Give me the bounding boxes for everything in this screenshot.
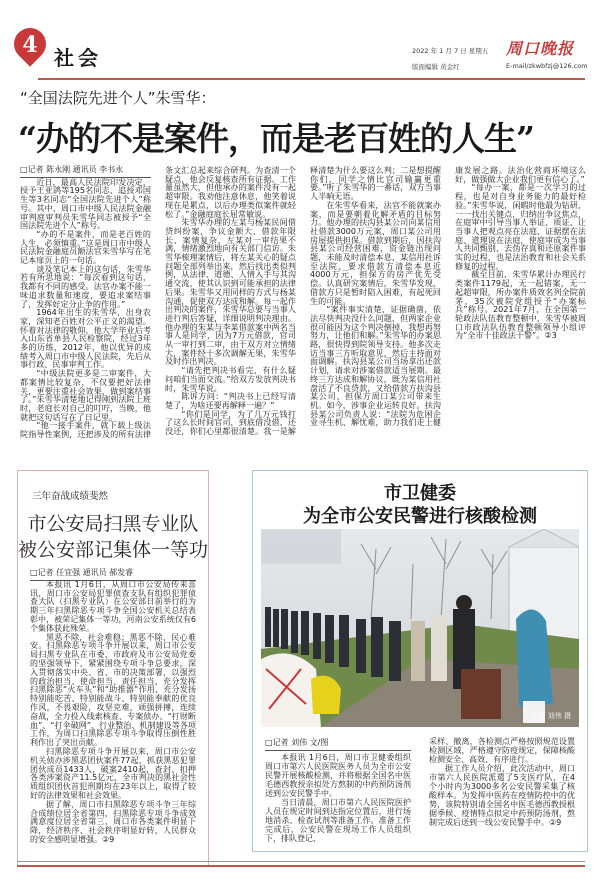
article-headline-line2: 被公安部记集体一等功 <box>18 539 209 561</box>
paragraph: 在朱雪华看来，法官不能就案办案，而是要朝着化解矛盾的目标努力。他办理的扶沟县某公司向某信用社借款3000万元案，周口某公司用房屋提供担保。借款到期后，因扶沟县某公司经营困难，资金链出现问题，未能及时清偿本息，某信用社诉至法院，要求借款方清偿本息近4000万元，担保方的房产优先受偿。认真研究案情后，朱雪华发现，借款方只是暂时陷入困难，有起死回生的可能。 <box>310 199 441 306</box>
page-editor: 版面编辑 黄金红 <box>412 63 460 71</box>
page-number: 4 <box>22 32 38 58</box>
photo-caption: 记者 刘伟 摄 <box>531 712 571 720</box>
paragraph: “案件事实清楚，证据确凿，依法尽快判决没什么问题，但两家企业很可能因为这个判决倒掉，我想再努努力，让他们和解。”朱雪华的办案思路，很快得到院领导支持。他多次走访当事三方听取意见，然后主持面对面调解。扶沟县某公司当场拿出还款计划，请求对涉案借款适当展期。最终三方达成和解协议，既为某信用社盘活了不良贷款，又给借款方扶沟县某公司、担保方周口某公司带来生机。如今，涉事企业运转良好。扶沟县某公司负责人说：“法院为危困企业寻生机、解忧难，助力我们走上健康发展之路。法治化营商环境这么好，做强做大企业我们更有信心了。” <box>310 165 586 428</box>
paragraph: 据工作人员介绍，此次活动中，周口市第六人民医院派遣了5支医疗队，在4个小时内为3000多名公安民警采集了核酸样本。为发挥中医药在疫情防控中的优势，该院特别请全国名中医毛德西教授根据季候、疫情特点拟定中药预防汤剂，熬制完成后送到一线公安民警手中。②9 <box>429 764 575 827</box>
paragraph: 朱雪华办理的左某与杨某民间借贷纠纷案，争议金额大、借款年限长、案情复杂，左某对一审结果不满，情绪激烈地向有关部门信访。朱雪华梳理案情后，将左某关心的疑点问题全部列举出来，然后找出类似判例，从法律、道德、人情入手与其沟通交流，使其认识到可能承担的法律后果。朱雪华又用同样的方式与杨某沟通，促使双方达成和解。每一起作出判决的案件，朱雪华总要与当事人进行判后答疑，详细说明判决理由。他办理的朱某与李某借款案中两名当事人是同学，因为7万元借款，官司从一审打到二审，由于双方对立情绪大，案件经十多次调解无果，朱雪华及时作出判决。 <box>165 217 296 367</box>
article-title-line1: 市卫健委 <box>384 483 456 504</box>
paragraph: “你们是同学，为了几万元钱打了这么长时间官司，到底借没借、还没还，你们心里都很清楚。我一是解释清楚为什么要这么判；二是想提醒你们，同学之情比官司输赢更重要。”听了朱雪华的一番话，双方当事人半晌无语。 <box>165 165 441 437</box>
paragraph: 陈诉方问：“判决书上已经写清楚了，为啥还要再解释一遍？” <box>165 391 296 410</box>
article-kicker: 三年奋战成绩斐然 <box>32 491 109 502</box>
paragraph: 截至目前，朱雪华累计办理民行类案件1179起，无一起错案，无一起超审限，所办案件质效名列全院前茅，35次被院党组授予“办案标兵”称号。2021年7月，在全国第一轮政法队伍教育整顿中，朱雪华被周口市政法队伍教育整顿领导小组评为“全市十佳政法干警”。②3 <box>455 269 586 341</box>
article-subtitle: “全国法院先进个人”朱雪华： <box>20 89 216 107</box>
paragraph: 1964年出生的朱雪华，出身农家，深知老百姓对公平正义的渴望。怀着对法律的敬仰，他大学毕业后考入山东省单县人民检察院，经过3年多的历练，2012年，他以优异的成绩考入周口市中级人民法院，先后从事行政、民事审判工作。 <box>20 307 151 370</box>
article-headline-line1: 市公安局扫黑专业队 <box>27 513 199 535</box>
section-title: 社会 <box>54 46 102 70</box>
paragraph: 据了解，周口市扫黑除恶专项斗争三年综合成绩位居全省第四，扫黑除恶专项斗争成效满意度位居全省第三，周口市各类案件明显下降，经济秩序、社会秩序明显好转，人民群众的安全感明显增强。②9 <box>30 799 196 844</box>
article-column-1 <box>265 753 411 843</box>
paragraph: 谈及笔记本上的这句话，朱雪华若有所思地说：“每次看到这句话，我都有不同的感受。法官办案不能一味追求数量和速度，要追求案结事了，发挥好定分止争的作用。” <box>20 263 151 309</box>
paragraph: “每办一案，都是一次学习的过程，也是对自身业务能力的最好检验。”朱雪华说，闲暇时他最为钻研，一一找出关键点，归纳出争议焦点，在庭审中引导当事人举证、质证，让当事人把观点亮在法庭、证据摆在法庭、道理说在法庭，使庭审成为当事人共同甄别、去伪存真和还原案件事实的过程，也是法治教育和社会关系修复的过程。 <box>455 182 586 271</box>
article-byline: □记者 刘伟 文/图 <box>265 737 411 751</box>
paragraph: 本报讯 1月6日，从周口市公安局传来喜讯，周口市公安局犯罪侦查支队有组织犯罪侦查大队（扫黑专业队）在公安部日前举行的为期三年扫黑除恶专项斗争全国公安机关总结表彰中，被荣记集体一等功，河南公安系统仅有6个集体获此殊荣。 <box>30 579 196 633</box>
article-title-line2: 为全市公安民警进行核酸检测 <box>303 506 537 527</box>
newspaper-logo: 周口晚报 <box>506 39 575 58</box>
paragraph: 黑恶不除，社会难稳；黑恶不除，民心难安。扫黑除恶专项斗争开展以来，周口市公安局扫黑专业队在市委、市政府及市公安局党委的坚强领导下，紧紧围绕专项斗争总要求，深入贯彻落实中央、省、市的决策部署，以强烈的政治担当、使命担当、责任担当，充分发挥扫黑除恶“火车头”和“助推器”作用，充分发扬特别能吃苦、特别能战斗、特别能奉献的优良作风，不畏艰险，攻坚克难，顽强拼搏，连续奋战，全力投入线索核查、专案侦办、“打财断血”、“打伞破网”、行业整治、机制建设等各项工作，为周口扫黑除恶专项斗争取得压倒性胜利作出了突出贡献。 <box>30 632 196 748</box>
byline-wrap <box>265 737 411 751</box>
article-headline: “办的不是案件，而是老百姓的人生” <box>18 119 534 158</box>
footer-divider <box>17 861 585 862</box>
article-body <box>30 569 196 845</box>
paragraph: “办的不是案件，而是老百姓的人生，必须慎重。”这是周口市中级人民法院金融庭员额法官朱雪华写在笔记本扉页上的一句话。 <box>20 228 151 266</box>
nucleic-test-article <box>252 470 588 852</box>
footer-divider-red <box>17 865 585 867</box>
paragraph: “请先把判决书看完，有什么疑问咱们当面交流。”给双方发放判决书时，朱雪华说。 <box>165 365 296 393</box>
issue-date: 2022 年 1 月 7 日 星期五 <box>412 47 489 55</box>
police-award-article <box>17 470 209 866</box>
paragraph: 扫黑除恶专项斗争开展以来，周口市公安机关侦办涉黑恶团伙案件77起，抓获黑恶犯罪团伙成员1433人，破案2410起，查封、扣押各类涉案资产11.5亿元，全市判决的黑社会性质组织团伙首犯刑期均在23年以上，取得了较好的法律效果和社会效果。 <box>30 746 196 800</box>
main-article-body <box>20 166 586 442</box>
paragraph: 近日，最高人民法院印发决定，授予王亚鸽等195名同志、追授邓国生等3名同志“全国法院先进个人”称号。其中，周口市中级人民法院金融审判庭审判员朱雪华同志被授予“全国法院先进个人”称号。 <box>20 176 151 231</box>
article-byline: □记者 任宜强 通讯员 郝发睿 <box>30 569 196 581</box>
paragraph: 采样、撤离，各检测点严格按照规范设置检测区域，严格遵守防疫规定，保障核酸检测安全、高效、有序进行。 <box>429 737 575 764</box>
paragraph: “他一接手案件，就下载上级法院指导性案例，还把涉及的所有法律条文汇总起来综合研判。为查清一个疑点，他会反复核查所有证据。工作量虽然大，但他承办的案件没有一起超审限。我劝他注意休息，他笑着说现在是累点，以后办理类似案件就轻松了。”金融庭庭长屈常敏说。 <box>20 165 296 440</box>
header-divider <box>38 78 585 80</box>
contact-email: E-mail/zkwbfzj@126.com <box>506 62 588 70</box>
news-photo <box>261 529 579 727</box>
article-byline: □记者 陈永刚 通讯员 李书永 <box>20 166 151 178</box>
paragraph: 本报讯 1月6日，周口市卫健委组织周口市第六人民医院医务人员为全市公安民警开展核酸检测，并将根据全国名中医毛德西教授亲拟处方熬制的中药预防汤剂送到公安民警手中。 <box>265 753 411 798</box>
paragraph: “中级法院更多是二审案件，大都案情比较复杂，不仅要把好法律关，更要注重社会效果，做到案结事了。”朱雪华清楚地记得刚到法院上班时，老庭长对自己的叮咛，当晚，他就把这句话写在了日记里。 <box>20 368 151 422</box>
article-column-2 <box>429 737 575 827</box>
paragraph: 当日清晨，周口市第六人民医院医护人员在规定时间到达指定位置后，进行场地消杀、检查试剂等准备工作。准备工作完成后，公安民警在现场工作人员组织下，排队登记、 <box>265 798 411 843</box>
